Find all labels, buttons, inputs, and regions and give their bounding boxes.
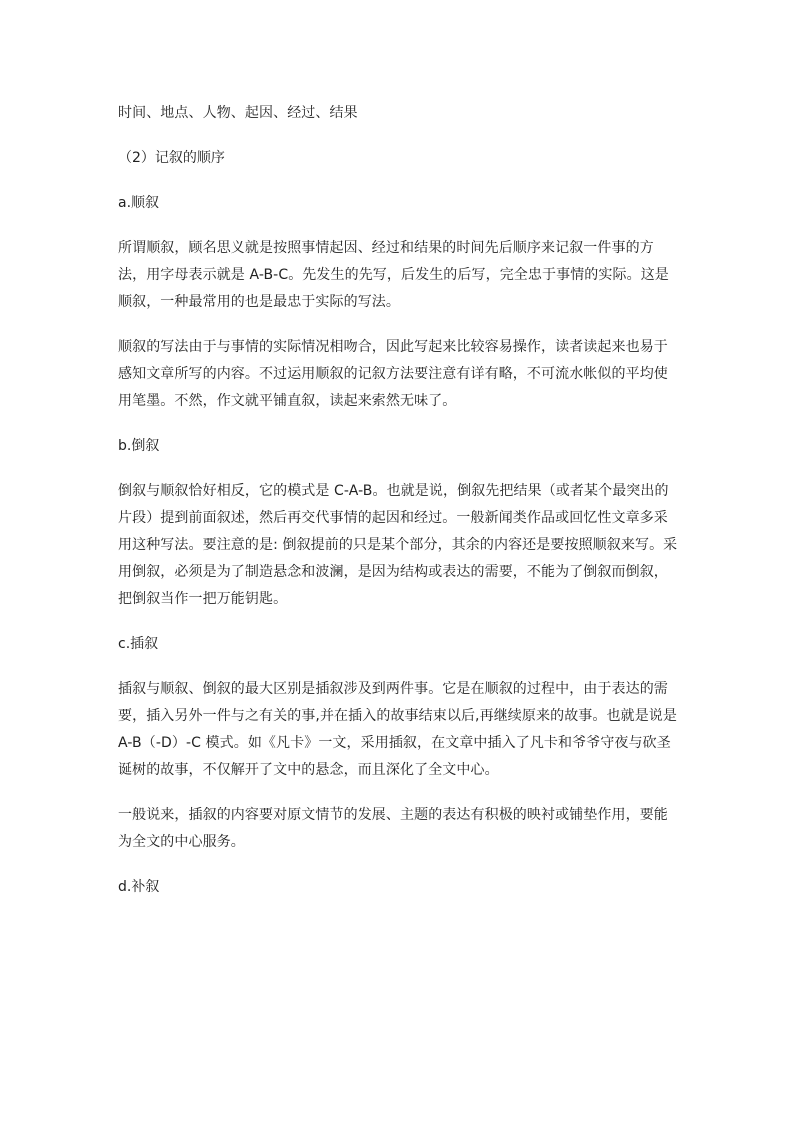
heading-daoxu: b.倒叙 [118,438,160,454]
paragraph-chaxu-2: 一般说来，插叙的内容要对原文情节的发展、主题的表达有积极的映衬或铺垫作用，要能为全文的中心服务。 [118,807,668,850]
elements-line: 时间、地点、人物、起因、经过、结果 [118,105,358,121]
heading-chaxu: c.插叙 [118,636,159,652]
paragraph-chaxu-1: 插叙与顺叙、倒叙的最大区别是插叙涉及到两件事。它是在顺叙的过程中，由于表达的需要，插入另外一件与之有关的事,并在插入的故事结束以后,再继续原来的故事。也就是说是 A-B（-D）-C 模式。如《凡卡》一文，采用插叙，在文章中插入了凡卡和爷爷守夜与砍圣诞树的故事，不仅解开了文中的悬念，而且深化了全文中心。 [118,681,677,778]
heading-shunxu: a.顺叙 [118,195,160,211]
section-heading: （2）记叙的顺序 [118,150,225,166]
heading-buxu: d.补叙 [118,879,160,895]
document-body [118,100,680,919]
paragraph-shunxu-1: 所谓顺叙，顾名思义就是按照事情起因、经过和结果的时间先后顺序来记叙一件事的方法，用字母表示就是 A-B-C。先发生的先写，后发生的后写，完全忠于事情的实际。这是顺叙，一种最常用的也是最忠于实际的写法。 [118,240,669,310]
paragraph-shunxu-2: 顺叙的写法由于与事情的实际情况相吻合，因此写起来比较容易操作，读者读起来也易于感知文章所写的内容。不过运用顺叙的记叙方法要注意有详有略，不可流水帐似的平均使用笔墨。不然，作文就平铺直叙，读起来索然无味了。 [118,339,668,409]
paragraph-daoxu-1: 倒叙与顺叙恰好相反，它的模式是 C-A-B。也就是说，倒叙先把结果（或者某个最突出的片段）提到前面叙述，然后再交代事情的起因和经过。一般新闻类作品或回忆性文章多采用这种写法。要注意的是: 倒叙提前的只是某个部分，其余的内容还是要按照顺叙来写。采用倒叙，必须是为了制造悬念和波澜，是因为结构或表达的需要，不能为了倒叙而倒叙，把倒叙当作一把万能钥匙。 [118,483,678,607]
